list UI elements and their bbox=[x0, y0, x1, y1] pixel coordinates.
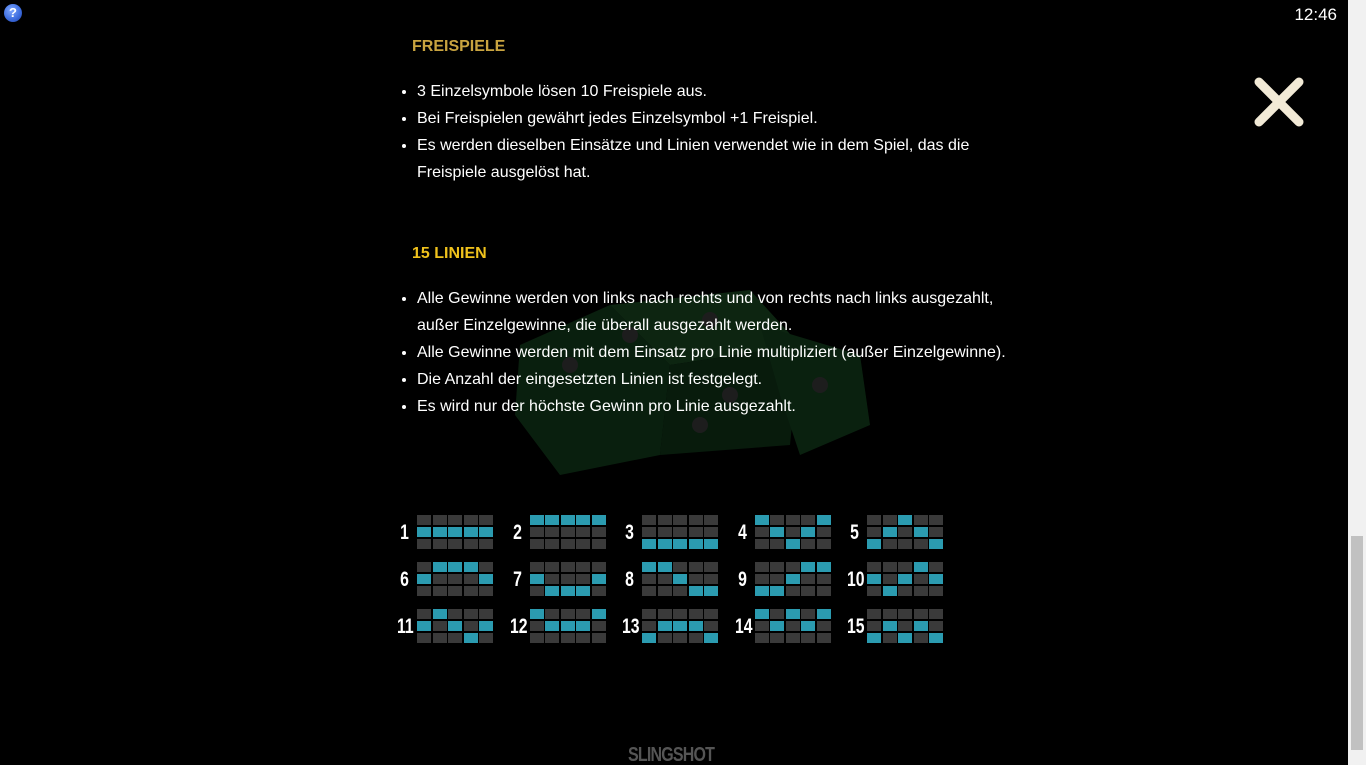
payline-cell bbox=[689, 574, 703, 584]
payline-cell bbox=[417, 633, 431, 643]
list-item: • Alle Gewinne werden mit dem Einsatz pro Linie multipliziert (außer Einzelgewinne). bbox=[417, 339, 1037, 366]
payline-cell bbox=[914, 609, 928, 619]
payline-cell bbox=[786, 609, 800, 619]
payline-cell bbox=[801, 539, 815, 549]
payline-cell bbox=[786, 574, 800, 584]
payline-cell bbox=[867, 621, 881, 631]
payline-cell bbox=[929, 515, 943, 525]
payline-cell bbox=[658, 609, 672, 619]
payline-cell bbox=[817, 586, 831, 596]
payline-cell bbox=[898, 562, 912, 572]
payline-cell bbox=[770, 586, 784, 596]
payline-cell bbox=[561, 527, 575, 537]
payline-cell bbox=[658, 633, 672, 643]
payline-number: 14 bbox=[734, 615, 753, 638]
slingshot-logo: SLINGSHOT bbox=[628, 744, 715, 765]
payline-number: 15 bbox=[847, 615, 865, 638]
payline-cell bbox=[448, 562, 462, 572]
payline-cell bbox=[867, 633, 881, 643]
payline-7 bbox=[510, 562, 622, 602]
payline-cell bbox=[658, 515, 672, 525]
payline-cell bbox=[658, 574, 672, 584]
payline-cell bbox=[929, 621, 943, 631]
payline-cell bbox=[464, 562, 478, 572]
payline-cell bbox=[817, 562, 831, 572]
payline-number: 3 bbox=[625, 521, 634, 544]
payline-cell bbox=[530, 527, 544, 537]
payline-cell bbox=[786, 562, 800, 572]
payline-cell bbox=[417, 539, 431, 549]
payline-cell bbox=[592, 609, 606, 619]
payline-cell bbox=[464, 539, 478, 549]
payline-cell bbox=[561, 539, 575, 549]
payline-cell bbox=[592, 574, 606, 584]
payline-cell bbox=[464, 574, 478, 584]
payline-cell bbox=[479, 527, 493, 537]
payline-number: 12 bbox=[509, 615, 528, 638]
payline-cell bbox=[914, 586, 928, 596]
payline-6 bbox=[397, 562, 509, 602]
payline-cell bbox=[658, 562, 672, 572]
payline-cell bbox=[929, 527, 943, 537]
payline-1 bbox=[397, 515, 509, 555]
payline-cell bbox=[433, 515, 447, 525]
payline-15 bbox=[847, 609, 959, 649]
payline-cell bbox=[801, 527, 815, 537]
payline-8 bbox=[622, 562, 734, 602]
payline-cell bbox=[673, 621, 687, 631]
payline-cell bbox=[530, 574, 544, 584]
payline-cell bbox=[770, 515, 784, 525]
payline-14 bbox=[735, 609, 847, 649]
payline-cell bbox=[433, 633, 447, 643]
payline-cell bbox=[576, 527, 590, 537]
payline-cell bbox=[545, 609, 559, 619]
payline-cell bbox=[417, 586, 431, 596]
payline-cell bbox=[448, 527, 462, 537]
payline-cell bbox=[530, 539, 544, 549]
payline-cell bbox=[673, 574, 687, 584]
payline-cell bbox=[867, 515, 881, 525]
payline-cell bbox=[689, 621, 703, 631]
scrollbar[interactable] bbox=[1348, 0, 1366, 765]
payline-cell bbox=[689, 527, 703, 537]
payline-number: 8 bbox=[625, 568, 634, 591]
close-button[interactable] bbox=[1251, 74, 1307, 130]
payline-cell bbox=[817, 527, 831, 537]
payline-cell bbox=[704, 527, 718, 537]
payline-cell bbox=[592, 633, 606, 643]
payline-cell bbox=[592, 539, 606, 549]
payline-cell bbox=[817, 633, 831, 643]
payline-cell bbox=[689, 633, 703, 643]
payline-cell bbox=[867, 562, 881, 572]
payline-cell bbox=[642, 562, 656, 572]
payline-cell bbox=[704, 586, 718, 596]
payline-cell bbox=[898, 621, 912, 631]
payline-cell bbox=[883, 527, 897, 537]
payline-cell bbox=[433, 574, 447, 584]
payline-cell bbox=[801, 574, 815, 584]
payline-cell bbox=[786, 539, 800, 549]
payline-cell bbox=[592, 527, 606, 537]
payline-cell bbox=[545, 562, 559, 572]
payline-cell bbox=[642, 621, 656, 631]
payline-cell bbox=[704, 515, 718, 525]
payline-cell bbox=[914, 515, 928, 525]
payline-cell bbox=[448, 574, 462, 584]
payline-cell bbox=[561, 586, 575, 596]
payline-cell bbox=[883, 609, 897, 619]
payline-cell bbox=[801, 609, 815, 619]
payline-cell bbox=[786, 621, 800, 631]
payline-cell bbox=[545, 621, 559, 631]
payline-cell bbox=[658, 539, 672, 549]
payline-number: 11 bbox=[397, 615, 414, 638]
payline-number: 9 bbox=[737, 568, 747, 591]
payline-cell bbox=[479, 515, 493, 525]
payline-cell bbox=[883, 515, 897, 525]
payline-cell bbox=[817, 515, 831, 525]
payline-cell bbox=[417, 527, 431, 537]
payline-number: 2 bbox=[512, 521, 522, 544]
payline-cell bbox=[658, 527, 672, 537]
payline-cell bbox=[433, 539, 447, 549]
payline-cell bbox=[704, 621, 718, 631]
list-item: • Bei Freispielen gewährt jedes Einzelsymbol +1 Freispiel. bbox=[417, 105, 1037, 132]
payline-cell bbox=[883, 621, 897, 631]
payline-cell bbox=[755, 562, 769, 572]
payline-cell bbox=[417, 515, 431, 525]
payline-cell bbox=[914, 574, 928, 584]
payline-cell bbox=[801, 621, 815, 631]
payline-cell bbox=[433, 562, 447, 572]
list-item: • 3 Einzelsymbole lösen 10 Freispiele aus. bbox=[417, 78, 1037, 105]
payline-cell bbox=[433, 609, 447, 619]
linien-heading: 15 LINIEN bbox=[412, 245, 487, 262]
payline-cell bbox=[417, 574, 431, 584]
payline-cell bbox=[883, 562, 897, 572]
payline-5 bbox=[847, 515, 959, 555]
scrollbar-thumb[interactable] bbox=[1351, 536, 1363, 750]
payline-cell bbox=[755, 586, 769, 596]
payline-cell bbox=[545, 586, 559, 596]
payline-cell bbox=[417, 609, 431, 619]
payline-cell bbox=[673, 562, 687, 572]
payline-cell bbox=[464, 515, 478, 525]
payline-cell bbox=[898, 515, 912, 525]
payline-cell bbox=[929, 633, 943, 643]
payline-cell bbox=[561, 633, 575, 643]
payline-number: 5 bbox=[850, 521, 859, 544]
payline-cell bbox=[914, 621, 928, 631]
payline-cell bbox=[786, 515, 800, 525]
payline-cell bbox=[576, 539, 590, 549]
payline-cell bbox=[929, 609, 943, 619]
payline-cell bbox=[755, 574, 769, 584]
payline-cell bbox=[448, 586, 462, 596]
payline-cell bbox=[898, 539, 912, 549]
payline-cell bbox=[561, 609, 575, 619]
payline-cell bbox=[786, 633, 800, 643]
payline-cell bbox=[576, 562, 590, 572]
payline-cell bbox=[929, 586, 943, 596]
payline-cell bbox=[673, 527, 687, 537]
payline-number: 13 bbox=[622, 615, 640, 638]
payline-cell bbox=[898, 527, 912, 537]
payline-cell bbox=[576, 574, 590, 584]
payline-cell bbox=[755, 609, 769, 619]
payline-cell bbox=[689, 562, 703, 572]
payline-cell bbox=[561, 515, 575, 525]
payline-cell bbox=[592, 621, 606, 631]
freispiele-heading: FREISPIELE bbox=[412, 38, 506, 55]
payline-cell bbox=[786, 527, 800, 537]
payline-cell bbox=[914, 562, 928, 572]
payline-cell bbox=[704, 562, 718, 572]
payline-cell bbox=[770, 633, 784, 643]
payline-number: 7 bbox=[512, 568, 522, 591]
payline-cell bbox=[479, 574, 493, 584]
payline-cell bbox=[464, 586, 478, 596]
payline-cell bbox=[576, 609, 590, 619]
payline-cell bbox=[576, 621, 590, 631]
payline-number: 10 bbox=[847, 568, 865, 591]
payline-cell bbox=[642, 609, 656, 619]
payline-cell bbox=[448, 609, 462, 619]
payline-cell bbox=[433, 586, 447, 596]
payline-cell bbox=[530, 609, 544, 619]
payline-cell bbox=[576, 515, 590, 525]
payline-cell bbox=[867, 539, 881, 549]
payline-cell bbox=[689, 539, 703, 549]
payline-cell bbox=[817, 574, 831, 584]
list-item: • Es wird nur der höchste Gewinn pro Linie ausgezahlt. bbox=[417, 393, 1037, 420]
payline-13 bbox=[622, 609, 734, 649]
payline-cell bbox=[433, 621, 447, 631]
payline-12 bbox=[510, 609, 622, 649]
list-item: • Es werden dieselben Einsätze und Linien verwendet wie in dem Spiel, das die Freispiele ausgelöst hat. bbox=[417, 132, 1037, 186]
payline-cell bbox=[801, 586, 815, 596]
payline-cell bbox=[770, 527, 784, 537]
payline-cell bbox=[801, 562, 815, 572]
payline-cell bbox=[545, 574, 559, 584]
payline-cell bbox=[786, 586, 800, 596]
payline-11 bbox=[397, 609, 509, 649]
payline-cell bbox=[642, 574, 656, 584]
payline-cell bbox=[576, 633, 590, 643]
payline-cell bbox=[817, 539, 831, 549]
payline-cell bbox=[801, 515, 815, 525]
payline-cell bbox=[689, 609, 703, 619]
payline-cell bbox=[545, 515, 559, 525]
payline-cell bbox=[417, 621, 431, 631]
help-icon[interactable]: ? bbox=[4, 4, 22, 22]
payline-cell bbox=[576, 586, 590, 596]
payline-cell bbox=[464, 527, 478, 537]
payline-cell bbox=[883, 586, 897, 596]
payline-cell bbox=[883, 539, 897, 549]
payline-cell bbox=[867, 574, 881, 584]
list-item: • Alle Gewinne werden von links nach rechts und von rechts nach links ausgezahlt, außer Einzelgewinne, die überall ausgezahlt werden. bbox=[417, 285, 1037, 339]
payline-cell bbox=[464, 633, 478, 643]
payline-cell bbox=[883, 574, 897, 584]
payline-3 bbox=[622, 515, 734, 555]
payline-cell bbox=[530, 586, 544, 596]
payline-cell bbox=[755, 633, 769, 643]
payline-cell bbox=[867, 586, 881, 596]
payline-cell bbox=[433, 527, 447, 537]
payline-cell bbox=[929, 574, 943, 584]
payline-cell bbox=[464, 621, 478, 631]
payline-cell bbox=[817, 609, 831, 619]
payline-cell bbox=[770, 621, 784, 631]
payline-cell bbox=[545, 527, 559, 537]
payline-cell bbox=[545, 539, 559, 549]
payline-cell bbox=[770, 539, 784, 549]
payline-cell bbox=[770, 574, 784, 584]
payline-cell bbox=[642, 515, 656, 525]
payline-cell bbox=[448, 539, 462, 549]
freispiele-list bbox=[397, 78, 1037, 186]
payline-cell bbox=[642, 527, 656, 537]
payline-cell bbox=[642, 586, 656, 596]
payline-9 bbox=[735, 562, 847, 602]
payline-cell bbox=[464, 609, 478, 619]
payline-cell bbox=[929, 562, 943, 572]
payline-cell bbox=[561, 574, 575, 584]
payline-cell bbox=[704, 574, 718, 584]
payline-cell bbox=[530, 621, 544, 631]
payline-cell bbox=[689, 515, 703, 525]
payline-cell bbox=[530, 562, 544, 572]
payline-cell bbox=[592, 562, 606, 572]
payline-cell bbox=[704, 609, 718, 619]
payline-cell bbox=[642, 539, 656, 549]
clock: 12:46 bbox=[1294, 5, 1337, 24]
list-item: • Die Anzahl der eingesetzten Linien ist festgelegt. bbox=[417, 366, 1037, 393]
payline-cell bbox=[530, 515, 544, 525]
payline-cell bbox=[479, 586, 493, 596]
payline-4 bbox=[735, 515, 847, 555]
payline-cell bbox=[770, 609, 784, 619]
payline-cell bbox=[914, 527, 928, 537]
payline-cell bbox=[448, 633, 462, 643]
payline-cell bbox=[561, 562, 575, 572]
payline-cell bbox=[755, 539, 769, 549]
payline-cell bbox=[673, 515, 687, 525]
payline-cell bbox=[479, 633, 493, 643]
payline-cell bbox=[545, 633, 559, 643]
payline-cell bbox=[689, 586, 703, 596]
payline-cell bbox=[704, 539, 718, 549]
payline-cell bbox=[817, 621, 831, 631]
payline-cell bbox=[755, 621, 769, 631]
payline-cell bbox=[592, 586, 606, 596]
payline-cell bbox=[867, 609, 881, 619]
payline-number: 6 bbox=[400, 568, 409, 591]
payline-10 bbox=[847, 562, 959, 602]
payline-cell bbox=[770, 562, 784, 572]
payline-cell bbox=[479, 562, 493, 572]
payline-cell bbox=[479, 539, 493, 549]
payline-number: 1 bbox=[400, 521, 409, 544]
payline-cell bbox=[673, 539, 687, 549]
payline-cell bbox=[673, 633, 687, 643]
payline-number: 4 bbox=[737, 521, 747, 544]
payline-cell bbox=[867, 527, 881, 537]
payline-cell bbox=[914, 539, 928, 549]
payline-cell bbox=[801, 633, 815, 643]
payline-cell bbox=[704, 633, 718, 643]
payline-cell bbox=[448, 515, 462, 525]
payline-cell bbox=[898, 574, 912, 584]
payline-cell bbox=[673, 586, 687, 596]
payline-cell bbox=[883, 633, 897, 643]
payline-cell bbox=[479, 621, 493, 631]
payline-cell bbox=[914, 633, 928, 643]
payline-cell bbox=[642, 633, 656, 643]
payline-cell bbox=[448, 621, 462, 631]
payline-2 bbox=[510, 515, 622, 555]
payline-cell bbox=[658, 586, 672, 596]
payline-cell bbox=[898, 633, 912, 643]
payline-cell bbox=[592, 515, 606, 525]
linien-list bbox=[397, 285, 1037, 420]
payline-cell bbox=[755, 515, 769, 525]
payline-cell bbox=[929, 539, 943, 549]
payline-cell bbox=[530, 633, 544, 643]
payline-cell bbox=[673, 609, 687, 619]
payline-cell bbox=[479, 609, 493, 619]
payline-cell bbox=[755, 527, 769, 537]
payline-cell bbox=[898, 586, 912, 596]
payline-cell bbox=[417, 562, 431, 572]
payline-cell bbox=[658, 621, 672, 631]
close-icon bbox=[1259, 82, 1299, 122]
payline-cell bbox=[561, 621, 575, 631]
payline-cell bbox=[898, 609, 912, 619]
